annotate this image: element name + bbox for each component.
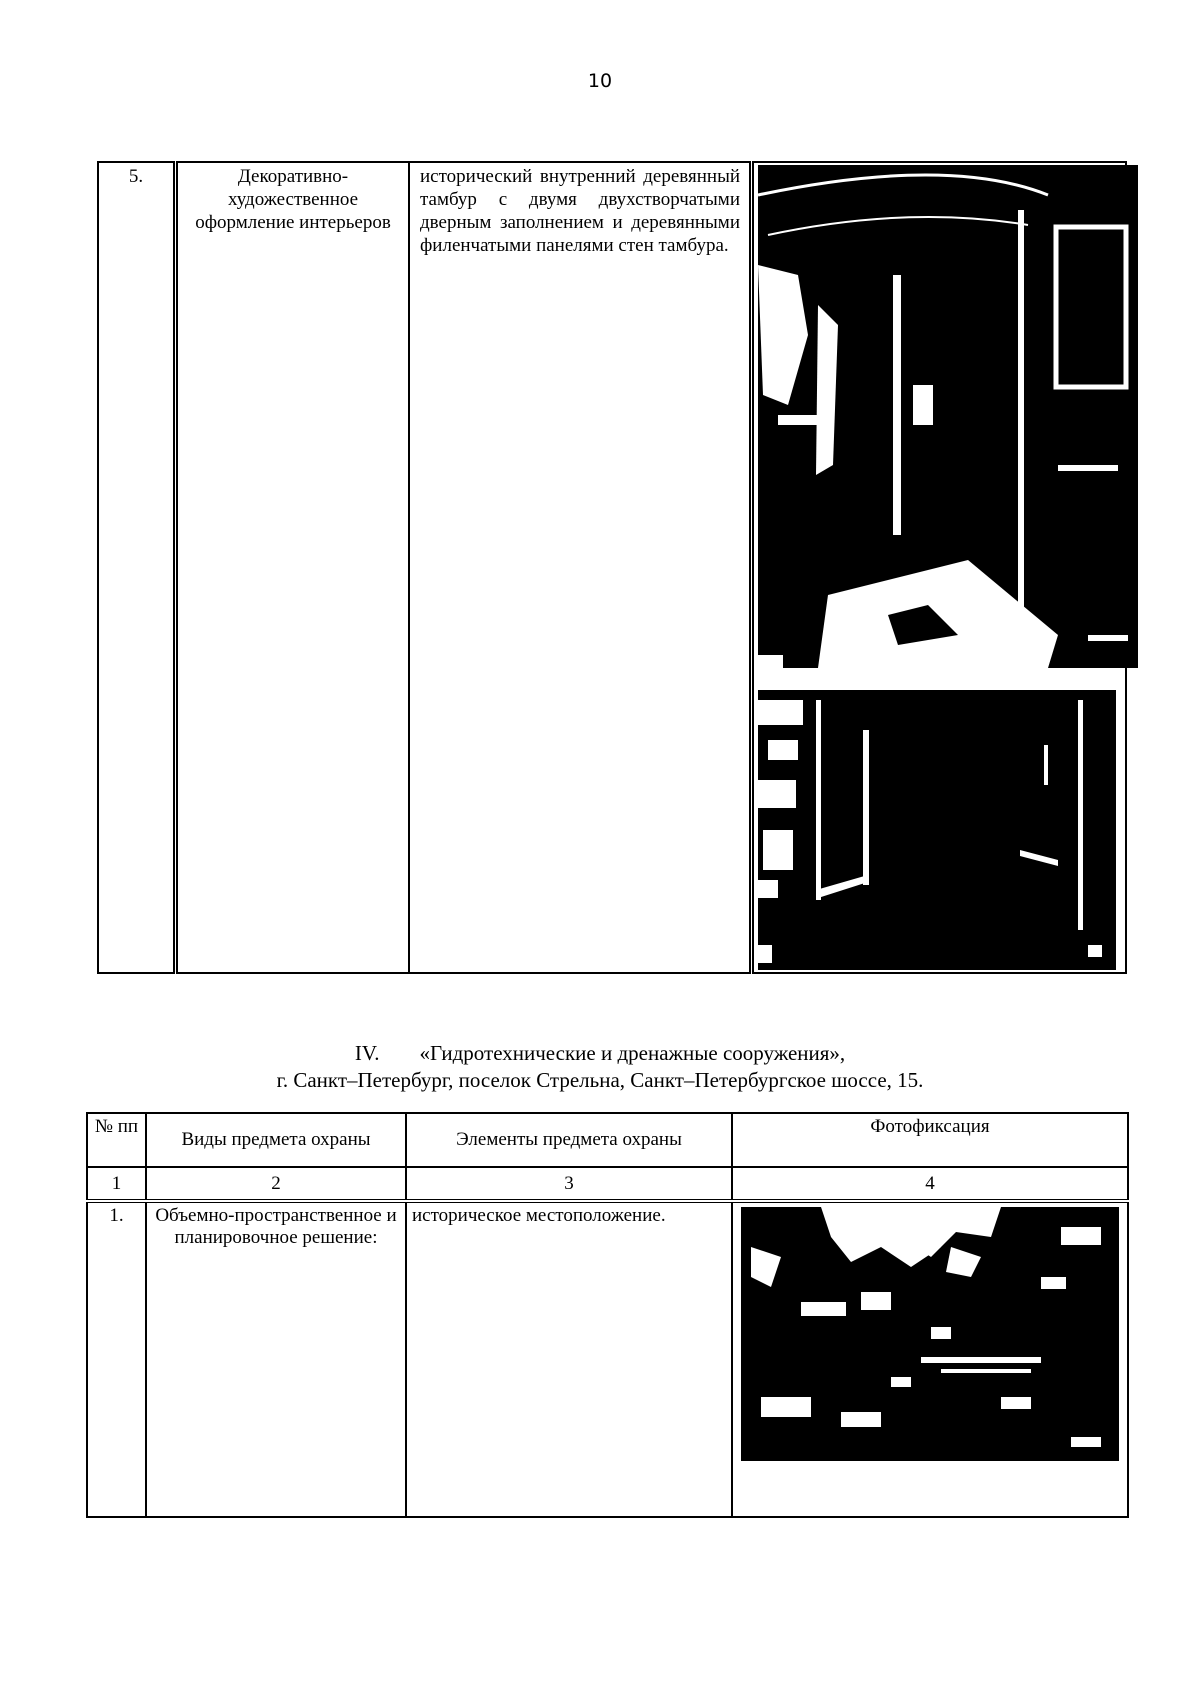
column-number-row — [87, 1167, 1128, 1201]
section-address: г. Санкт–Петербург, поселок Стрельна, Санкт–Петербургское шоссе, 15. — [276, 1068, 924, 1092]
row-number: 1. — [87, 1201, 146, 1517]
photo-cell — [732, 1201, 1128, 1517]
protection-table — [86, 1112, 1129, 1518]
section-title: «Гидротехнические и дренажные сооружения», — [419, 1041, 846, 1065]
table-row — [87, 1201, 1128, 1517]
protection-elements: исторический внутренний деревянный тамбур с двумя двухстворчатыми дверным заполнением и деревянными филенчатыми панелями стен тамбура. — [409, 162, 752, 973]
column-number: 1 — [87, 1167, 146, 1201]
page-number: 10 — [587, 70, 613, 92]
header-protection-type: Виды предмета охраны — [146, 1113, 406, 1167]
header-protection-elements: Элементы предмета охраны — [406, 1113, 732, 1167]
header-number: № пп — [87, 1113, 146, 1167]
row-number: 5. — [98, 162, 176, 973]
protection-type: Объемно-пространственное и планировочное решение: — [146, 1201, 406, 1517]
protection-elements: историческое местоположение. — [406, 1201, 732, 1517]
photo-interior-vestibule — [758, 165, 1138, 668]
photo-trees-pond — [741, 1207, 1119, 1461]
column-number: 3 — [406, 1167, 732, 1201]
protection-type: Декоративно-художественное оформление интерьеров — [176, 162, 410, 973]
photo-interior-doors — [758, 690, 1116, 970]
protection-table-continuation — [97, 161, 1127, 974]
column-number: 2 — [146, 1167, 406, 1201]
column-number: 4 — [732, 1167, 1128, 1201]
table-header-row — [87, 1113, 1128, 1167]
photo-cell — [752, 162, 1127, 973]
header-photo: Фотофиксация — [732, 1113, 1128, 1167]
table-row — [98, 162, 1126, 973]
section-heading — [0, 1040, 1200, 1067]
section-numeral: IV. — [354, 1041, 380, 1065]
